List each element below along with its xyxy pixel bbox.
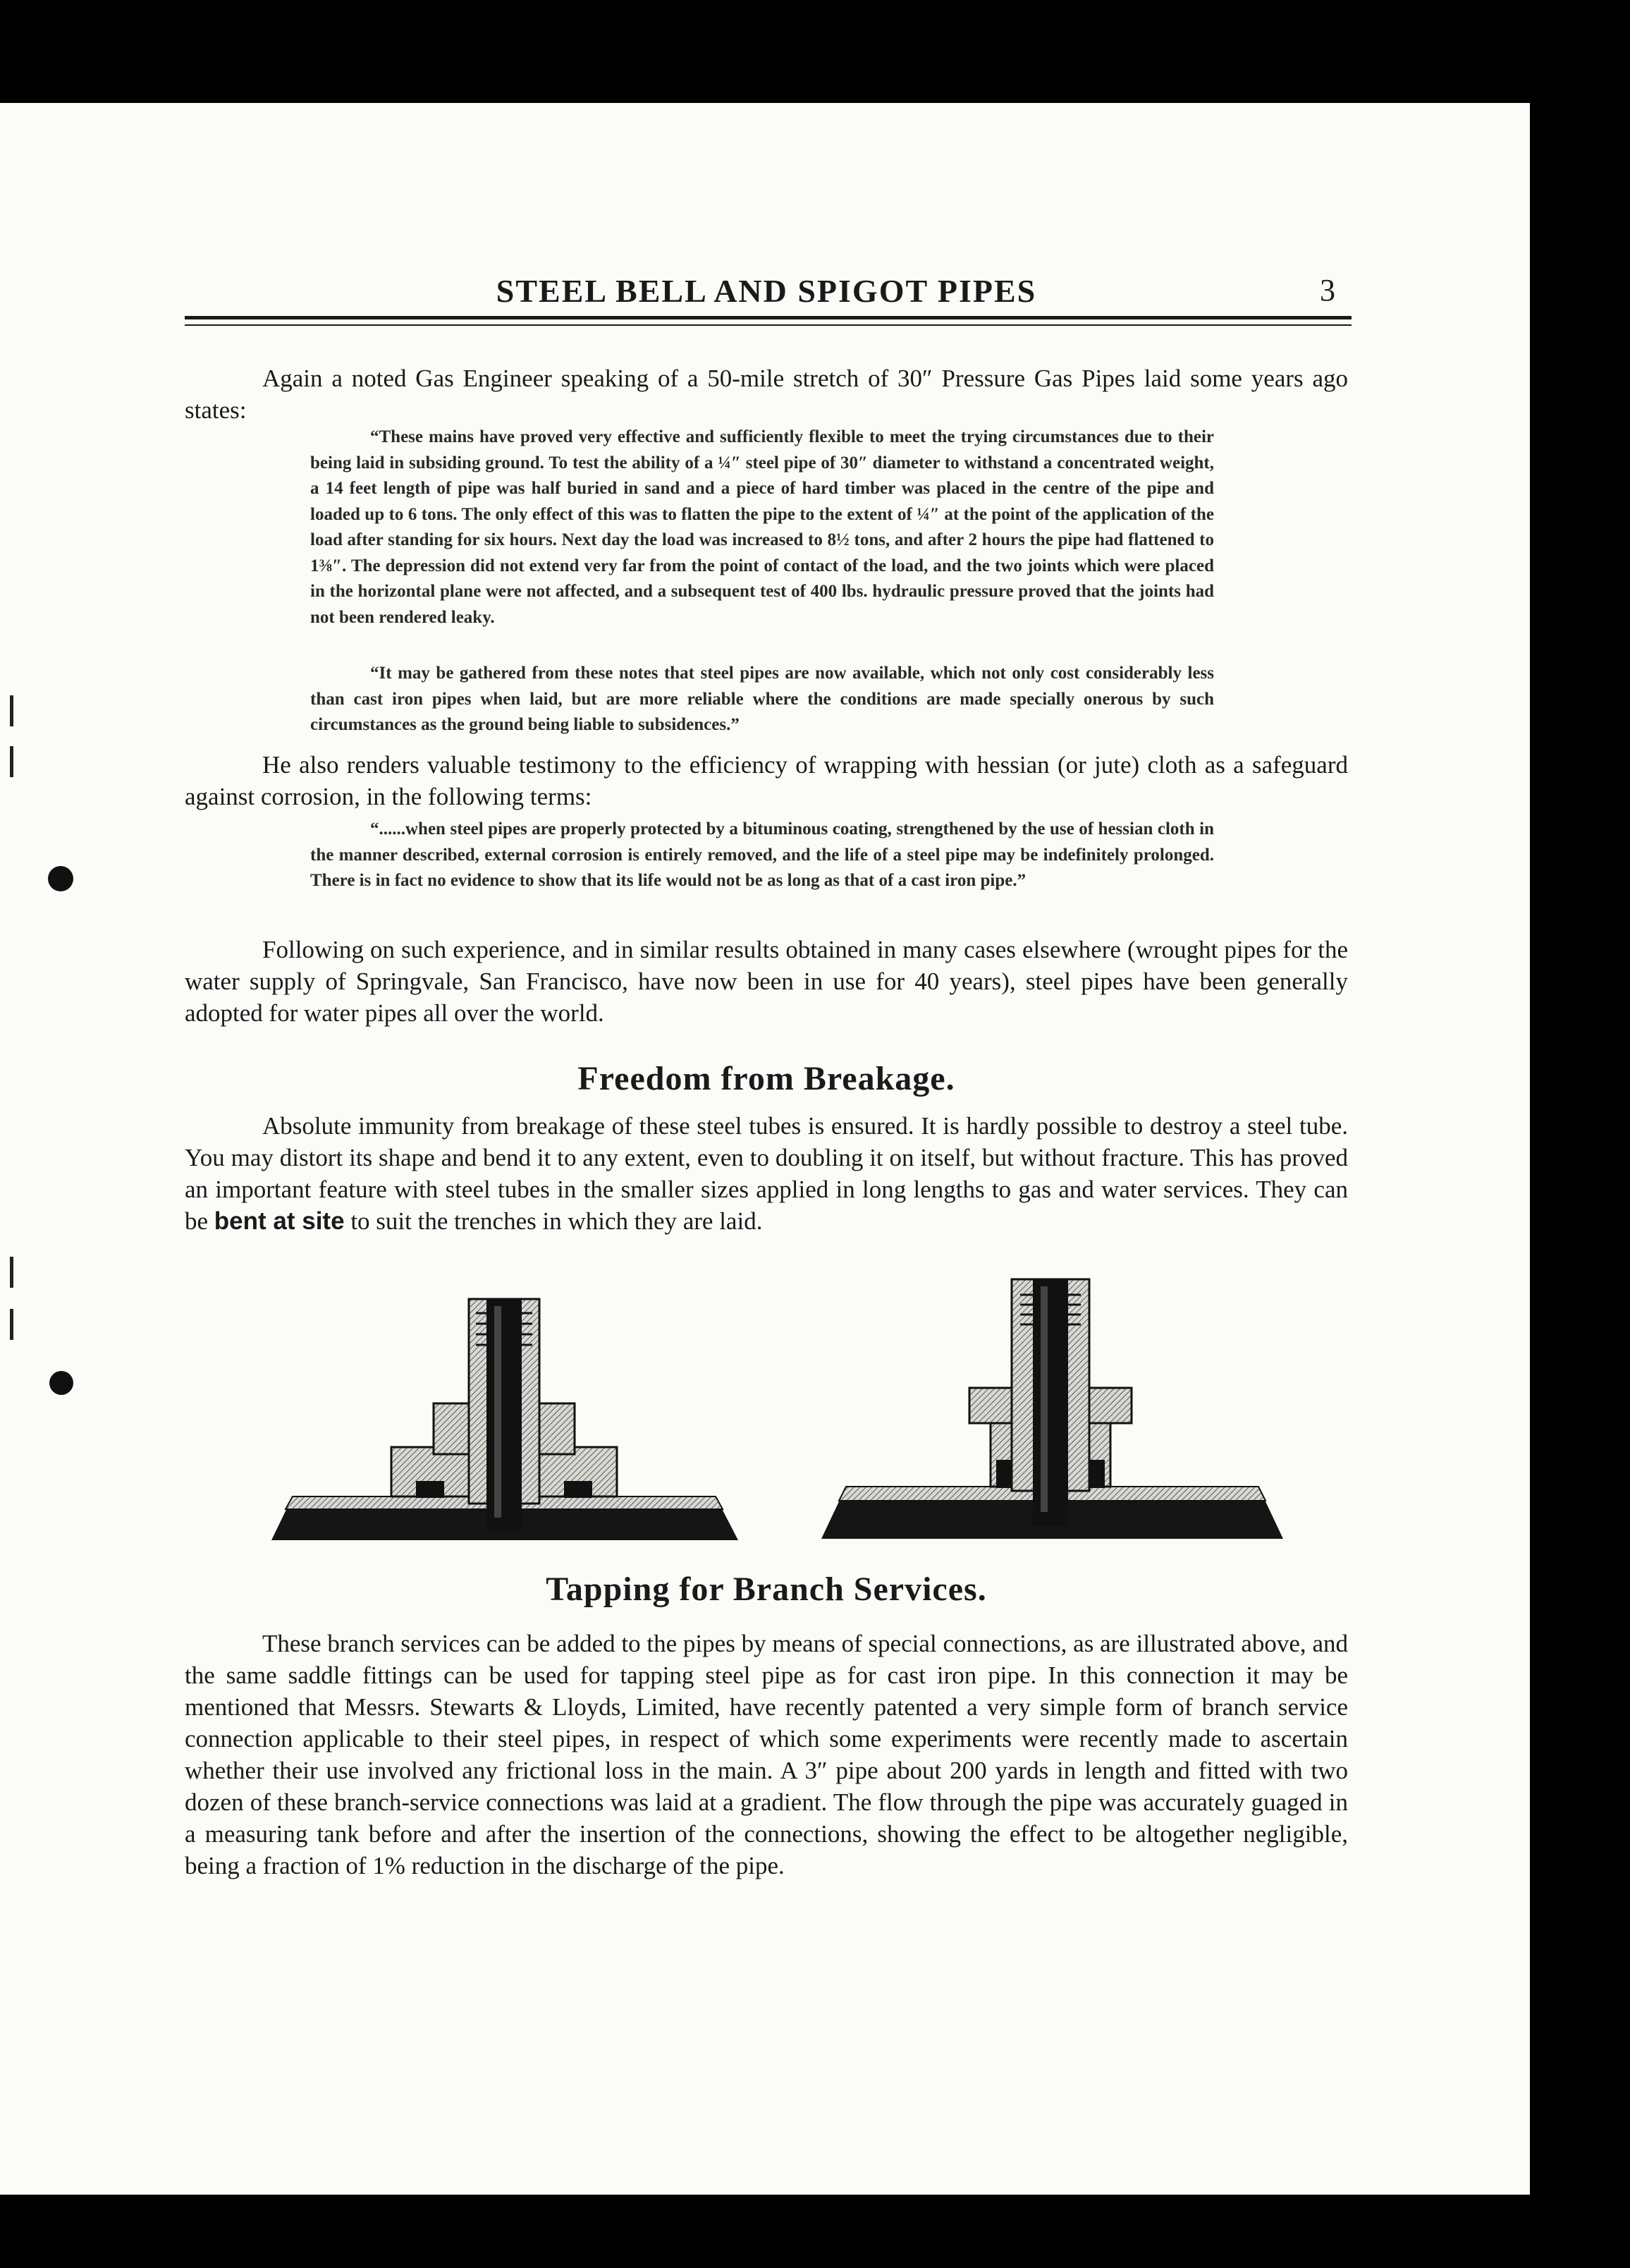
paragraph-branch-services: These branch services can be added to the pipes by means of special connections, as are illustrated above, and the same saddle fittings can be used for tapping steel pipe as for cast iron pipe. In this connection it may be mentioned that Messrs. Stewarts & Lloyds, Limited, have recently patented a very simple form of branch service connection applicable to their steel pipes, in respect of which some experiments were recently made to ascertain whether their use involved any frictional loss in the main. A 3″ pipe about 200 yards in length and fitted with two dozen of these branch-service connections was laid at a gradient. The flow through the pipe was accurately guaged in a measuring tank before and after the insertion of the connections, showing the effect to be altogether negligible, being a fraction of 1% reduction in the discharge of the pipe. <box>185 1630 1348 1879</box>
binder-hole-lower <box>49 1371 73 1395</box>
paragraph-breakage-text: Absolute immunity from breakage of these steel tubes is ensured. It is hardly possible to destroy a steel tube. You may distort its shape and bend it to any extent, even to doubling it on itself, but without fracture. This has proved an important feature with steel tubes in the smaller sizes applied in long lengths to gas and water services. They can be <box>185 1112 1348 1235</box>
saddle-fitting-illustration-left <box>264 1285 744 1546</box>
paragraph-intro: Again a noted Gas Engineer speaking of a 50-mile stretch of 30″ Pressure Gas Pipes laid some years ago states: <box>185 365 1348 424</box>
quote-test-results: “These mains have proved very effective and sufficiently flexible to meet the trying circumstances due to their being laid in subsiding ground. To test the ability of a ¼″ steel pipe of 30″ diameter to withstand a concentrated weight, a 14 feet length of pipe was half buried in sand and a piece of hard timber was placed in the centre of the pipe and loaded up to 6 tons. The only effect of this was to flatten the pipe to the extent of ¼″ at the point of the application of the load after standing for six hours. Next day the load was increased to 8½ tons, and after 2 hours the pipe had flattened to 1⅜″. The depression did not extend very far from the point of contact of the load, and the two joints which were placed in the horizontal plane were not affected, and a subsequent test of 400 lbs. hydraulic pressure proved that the joints had not been rendered leaky. <box>310 427 1214 627</box>
header-rule <box>185 316 1352 319</box>
heading-freedom-from-breakage: Freedom from Breakage. <box>577 1060 955 1097</box>
margin-mark <box>10 695 13 726</box>
heading-tapping-for-branch-services: Tapping for Branch Services. <box>546 1571 987 1608</box>
paragraph-hessian: He also renders valuable testimony to the efficiency of wrapping with hessian (or jute) cloth as a safeguard against corrosion, in the following terms: <box>185 751 1348 810</box>
margin-mark <box>10 1309 13 1340</box>
header-rule-thin <box>185 324 1352 326</box>
margin-mark <box>10 1257 13 1288</box>
paragraph-breakage-end: to suit the trenches in which they are laid. <box>350 1207 763 1235</box>
paragraph-experience: Following on such experience, and in similar results obtained in many cases elsewhere (wrought pipes for the water supply of Springvale, San Francisco, have now been in use for 40 years), steel pipes have been generally adopted for water pipes all over the world. <box>185 936 1348 1027</box>
margin-mark <box>10 746 13 777</box>
bold-bent-at-site: bent at site <box>214 1207 345 1235</box>
header-title: STEEL BELL AND SPIGOT PIPES <box>496 273 1037 309</box>
quote-corrosion: “......when steel pipes are properly protected by a bituminous coating, strengthened by the use of hessian cloth in the manner described, external corrosion is entirely removed, and the life of a steel pipe may be indefinitely prolonged. There is in fact no evidence to show that its life would not be as long as that of a cast iron pipe.” <box>310 819 1214 890</box>
saddle-fitting-illustration-right <box>814 1275 1294 1546</box>
running-header <box>185 272 1348 315</box>
quote-conclusion: “It may be gathered from these notes that steel pipes are now available, which not only cost considerably less than cast iron pipes when laid, but are more reliable where the conditions are made specially onerous by such circumstances as the ground being liable to subsidences.” <box>310 664 1214 734</box>
page-number: 3 <box>1320 273 1335 307</box>
binder-hole-upper <box>48 866 73 891</box>
paragraph-breakage <box>185 1110 1348 1237</box>
